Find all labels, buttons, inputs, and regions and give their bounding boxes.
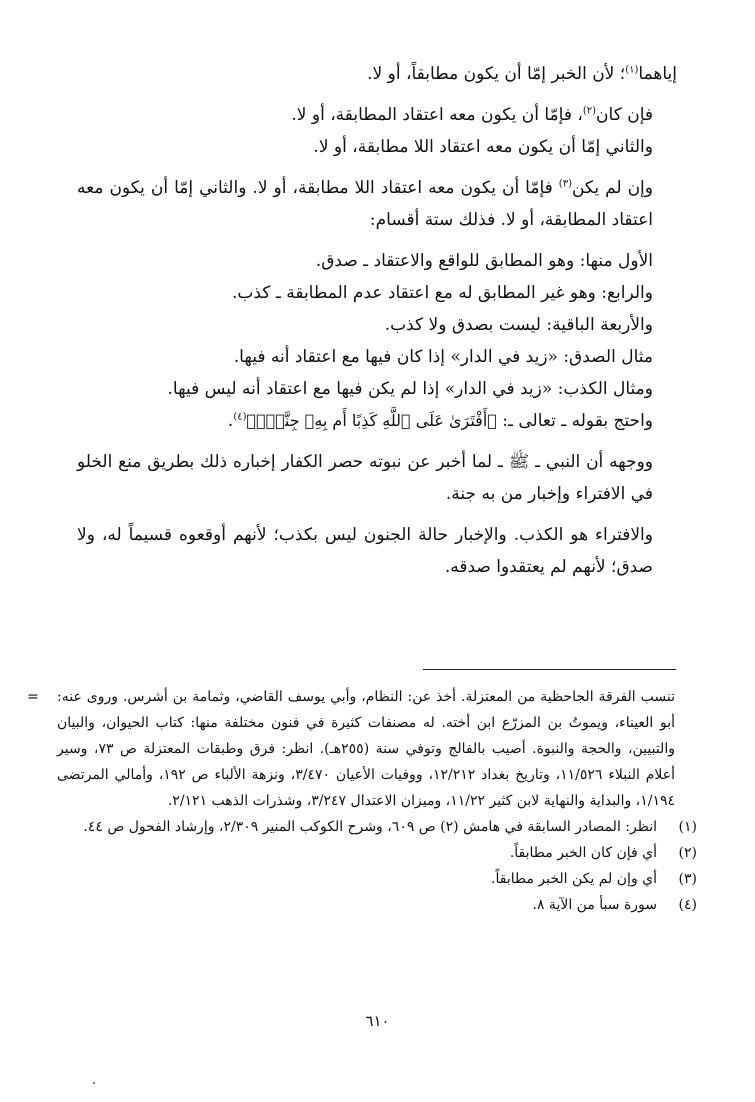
paragraph-10 [77, 405, 677, 437]
footnote-text: أي وإن لم يكن الخبر مطابقاً. [491, 871, 657, 887]
footnote-number: (٤) [678, 897, 697, 913]
paragraph-11: ووجهه أن النبي ـ ﷺ ـ لما أخبر عن نبوته حصر الكفار إخباره ذلك بطريق منع الخلو في الافتراء وإخبار من به جنة. [77, 452, 653, 504]
footnote-number: (٣) [678, 871, 697, 887]
text-span: فإن كان [596, 105, 653, 125]
footnote-1 [57, 814, 697, 840]
footnote-3 [57, 866, 697, 892]
footnote-number: (١) [678, 819, 697, 835]
quran-verse: ﴿أَفْتَرَىٰ عَلَى ٱللَّهِ كَذِبًا أَم بِهِۦ جِنَّةٌۢ﴾ [246, 411, 497, 430]
paragraph-4 [77, 172, 677, 236]
paragraph-9: ومثال الكذب: «زيد في الدار» إذا لم يكن فيها مع اعتقاد أنه ليس فيها. [167, 379, 653, 399]
footnote-number: (٢) [678, 845, 697, 861]
paragraph-8: مثال الصدق: «زيد في الدار» إذا كان فيها مع اعتقاد أنه فيها. [233, 347, 653, 367]
continuation-marker: = [27, 689, 39, 705]
main-text [77, 58, 677, 583]
footnote-ref-1[interactable]: (١) [625, 64, 639, 76]
footnote-text: أي فإن كان الخبر مطابقاً. [509, 845, 657, 861]
text-span: واحتج بقوله ـ تعالى ـ: [496, 411, 653, 431]
footnote-separator [423, 669, 676, 670]
text-span: ؛ لأن الخبر إمّا أن يكون مطابقاً، أو لا. [367, 64, 626, 84]
page-number: ٦١٠ [365, 1012, 390, 1030]
scan-speck [93, 1082, 95, 1084]
footnote-4 [57, 892, 697, 918]
paragraph-7: والأربعة الباقية: ليست بصدق ولا كذب. [384, 315, 653, 335]
footnote-ref-2[interactable]: (٢) [582, 105, 597, 117]
footnotes [27, 684, 697, 918]
text-span: فإمّا أن يكون معه اعتقاد اللا مطابقة، أو لا. والثاني إمّا أن يكون معه اعتقاد المطابقة، أو لا. فذلك ستة أقسام: [77, 178, 653, 230]
footnote-ref-4[interactable]: (٤) [233, 411, 247, 423]
paragraph-6: والرابع: وهو غير المطابق له مع اعتقاد عدم المطابقة ـ كذب. [232, 283, 653, 303]
footnote-2 [57, 840, 697, 866]
text-span: إياهما [638, 64, 677, 84]
paragraph-5: الأول منها: وهو المطابق للواقع والاعتقاد ـ صدق. [315, 251, 653, 271]
text-span: ، فإمّا أن يكون معه اعتقاد المطابقة، أو لا. [291, 105, 583, 125]
text-span: وإن لم يكن [571, 178, 653, 198]
footnote-continuation [27, 684, 697, 814]
text-span: . [227, 411, 234, 431]
footnote-text: تنسب الفرقة الجاحظية من المعتزلة. أخذ عن: النظام، وأبي يوسف القاضي، وثمامة بن أشرس. وروى عنه: أبو العيناء، ويموتُ بن المزرّع ابن أخته. له مصنفات كثيرة في فنون مختلفة منها: كتاب الحيوان، والبيان والتبيين، والحجة والنبوة. أصيب بالفالج وتوفي سنة (٢٥٥هـ). انظر: فرق وطبقات المعتزلة ص ٧٣، وسير أعلام النبلاء ١١/٥٢٦، وتاريخ بغداد ١٢/٢١٢، ووفيات الأعيان ٣/٤٧٠، ونزهة الألباء ص ١٩٢، وأمالي المرتضى ١/١٩٤، والبداية والنهاية لابن كثير ١١/٢٢، وميزان الاعتدال ٣/٢٤٧، وشذرات الذهب ٢/١٢١. [57, 689, 675, 809]
footnote-text: انظر: المصادر السابقة في هامش (٢) ص ٦٠٩، وشرح الكوكب المنير ٢/٣٠٩، وإرشاد الفحول ص ٤٤. [83, 819, 657, 835]
paragraph-12: والافتراء هو الكذب. والإخبار حالة الجنون ليس بكذب؛ لأنهم أوقعوه قسيماً له، ولا صدق؛ لأنهم لم يعتقدوا صدقه. [77, 525, 653, 577]
footnote-ref-3[interactable]: (٣) [558, 178, 572, 190]
paragraph-3: والثاني إمّا أن يكون معه اعتقاد اللا مطابقة، أو لا. [313, 137, 653, 157]
paragraph-2 [77, 99, 677, 131]
footnote-text: سورة سبأ من الآية ٨. [532, 897, 657, 913]
paragraph-1 [77, 58, 677, 90]
